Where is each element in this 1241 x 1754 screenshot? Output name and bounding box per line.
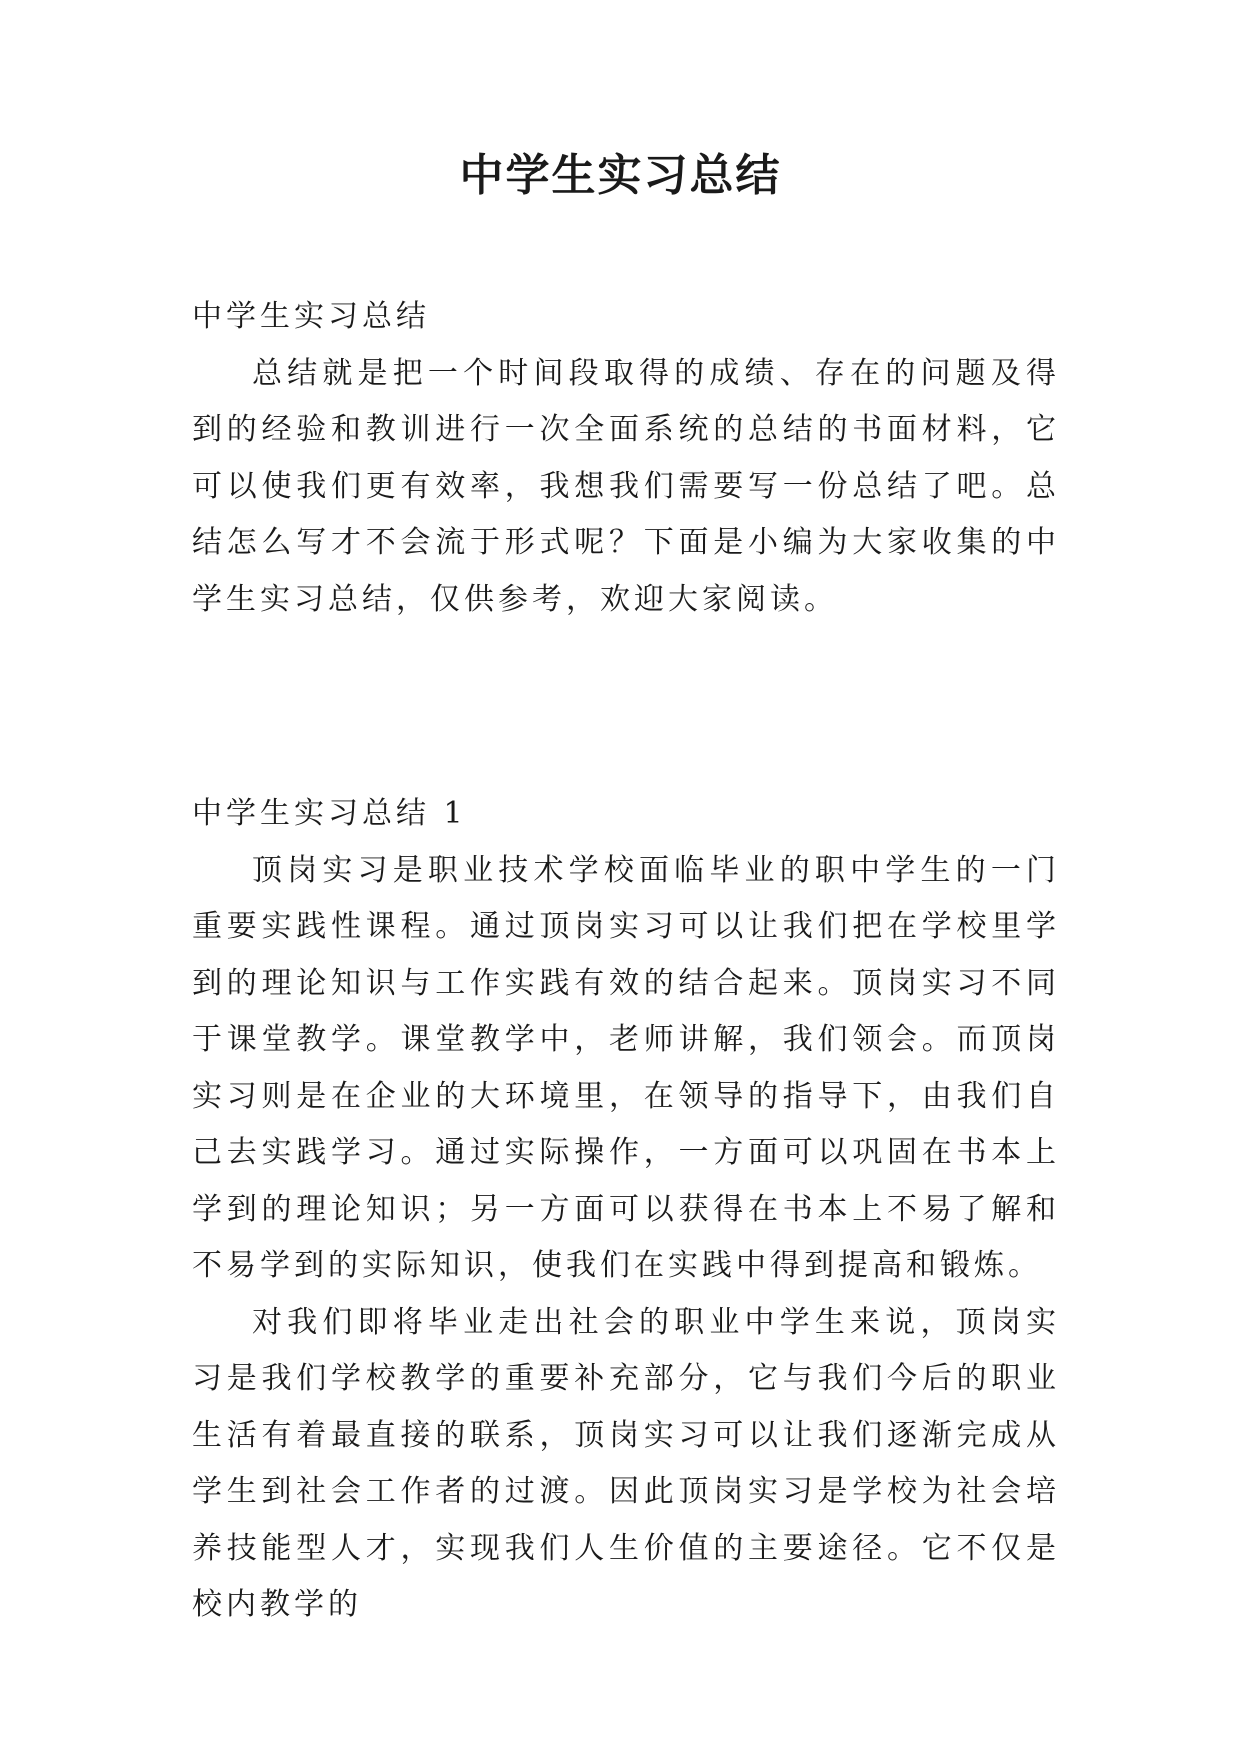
section-spacer <box>192 628 1060 786</box>
document-body <box>192 289 1060 1634</box>
section-heading: 中学生实习总结 1 <box>192 796 467 831</box>
body-paragraph: 对我们即将毕业走出社会的职业中学生来说，顶岗实习是我们学校教学的重要补充部分，它与我们今后的职业生活有着最直接的联系，顶岗实习可以让我们逐渐完成从学生到社会工作者的过渡。因此顶岗实习是学校为社会培养技能型人才，实现我们人生价值的主要途径。它不仅是校内教学的 <box>192 1304 1060 1622</box>
body-paragraph: 顶岗实习是职业技术学校面临毕业的职中学生的一门重要实践性课程。通过顶岗实习可以让我们把在学校里学到的理论知识与工作实践有效的结合起来。顶岗实习不同于课堂教学。课堂教学中，老师讲解，我们领会。而顶岗实习则是在企业的大环境里，在领导的指导下，由我们自己去实践学习。通过实际操作，一方面可以巩固在书本上学到的理论知识；另一方面可以获得在书本上不易了解和不易学到的实际知识，使我们在实践中得到提高和锻炼。 <box>192 852 1060 1283</box>
intro-heading: 中学生实习总结 <box>192 299 430 334</box>
intro-paragraph: 总结就是把一个时间段取得的成绩、存在的问题及得到的经验和教训进行一次全面系统的总结的书面材料，它可以使我们更有效率，我想我们需要写一份总结了吧。总结怎么写才不会流于形式呢？下面是小编为大家收集的中学生实习总结，仅供参考，欢迎大家阅读。 <box>192 355 1060 617</box>
page-title: 中学生实习总结 <box>459 150 782 201</box>
